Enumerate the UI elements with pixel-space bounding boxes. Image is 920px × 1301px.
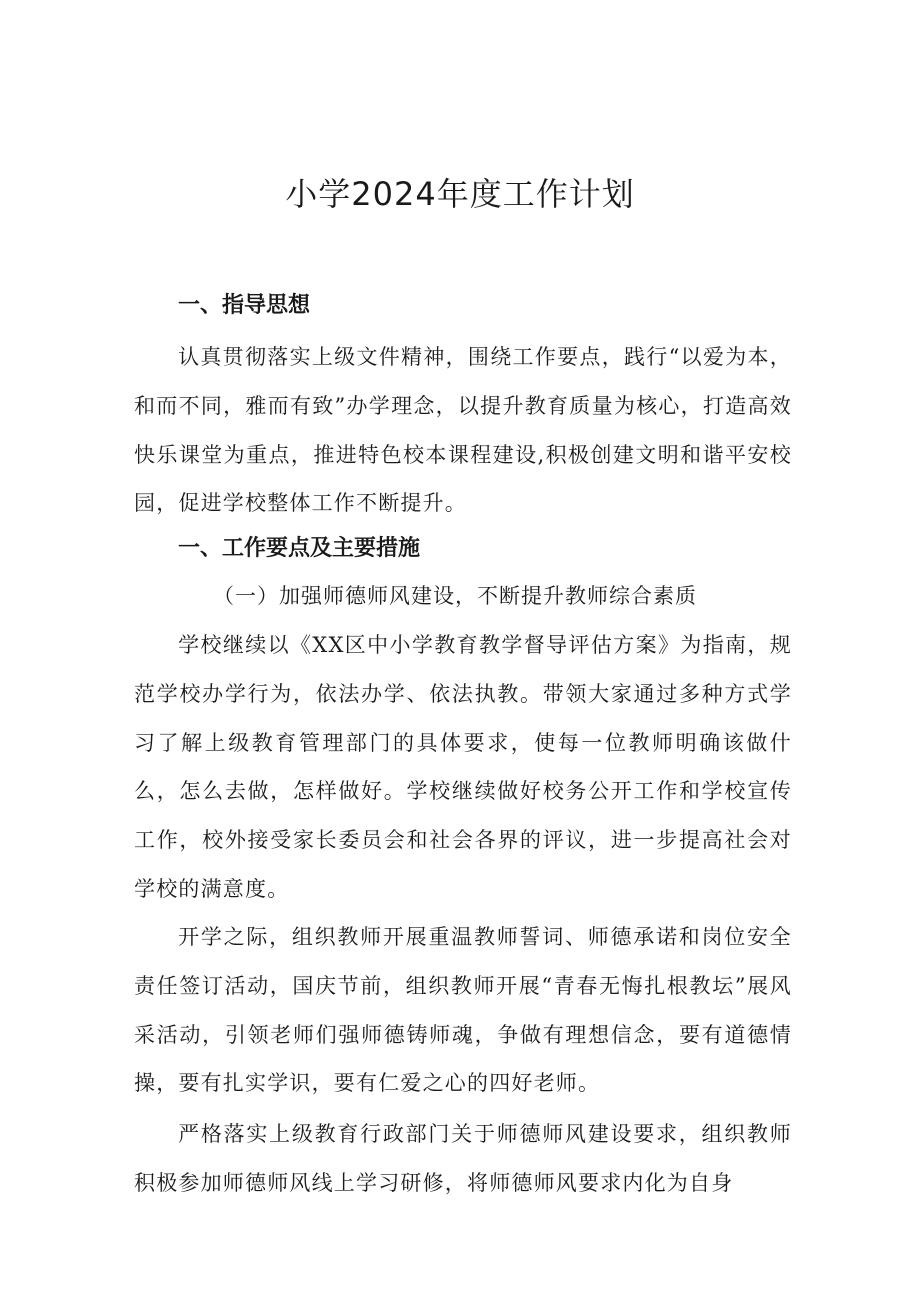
subheading-ethics-building: （一）加强师德师风建设，不断提升教师综合素质 [213,584,697,608]
section-heading-guiding-ideology: 一、指导思想 [178,293,311,318]
section-heading-work-points: 一、工作要点及主要措施 [178,536,421,561]
paragraph-guiding-ideology: 认真贯彻落实上级文件精神，围绕工作要点，践行“以爱为本，和而不同，雅而有致”办学理念，以提升教育质量为核心，打造高效快乐课堂为重点，推进特色校本课程建设,积极创建文明和谐平安校园，促进学校整体工作不断提升。 [134,345,792,516]
paragraph-school-conduct: 学校继续以《XX区中小学教育教学督导评估方案》为指南，规范学校办学行为，依法办学、依法执教。带领大家通过多种方式学习了解上级教育管理部门的具体要求，使每一位教师明确该做什么，怎么去做，怎样做好。学校继续做好校务公开工作和学校宣传工作，校外接受家长委员会和社会各界的评议，进一步提高社会对学校的满意度。 [134,633,792,901]
paragraph-semester-activities: 开学之际，组织教师开展重温教师誓词、师德承诺和岗位安全责任签订活动，国庆节前，组织教师开展“青春无悔扎根教坛”展风采活动，引领老师们强师德铸师魂，争做有理想信念，要有道德情操，要有扎实学识，要有仁爱之心的四好老师。 [134,925,792,1096]
paragraph-ethics-requirements: 严格落实上级教育行政部门关于师德师风建设要求，组织教师积极参加师德师风线上学习研修，将师德师风要求内化为自身 [134,1122,792,1195]
document-title: 小学2024年度工作计划 [285,175,635,213]
